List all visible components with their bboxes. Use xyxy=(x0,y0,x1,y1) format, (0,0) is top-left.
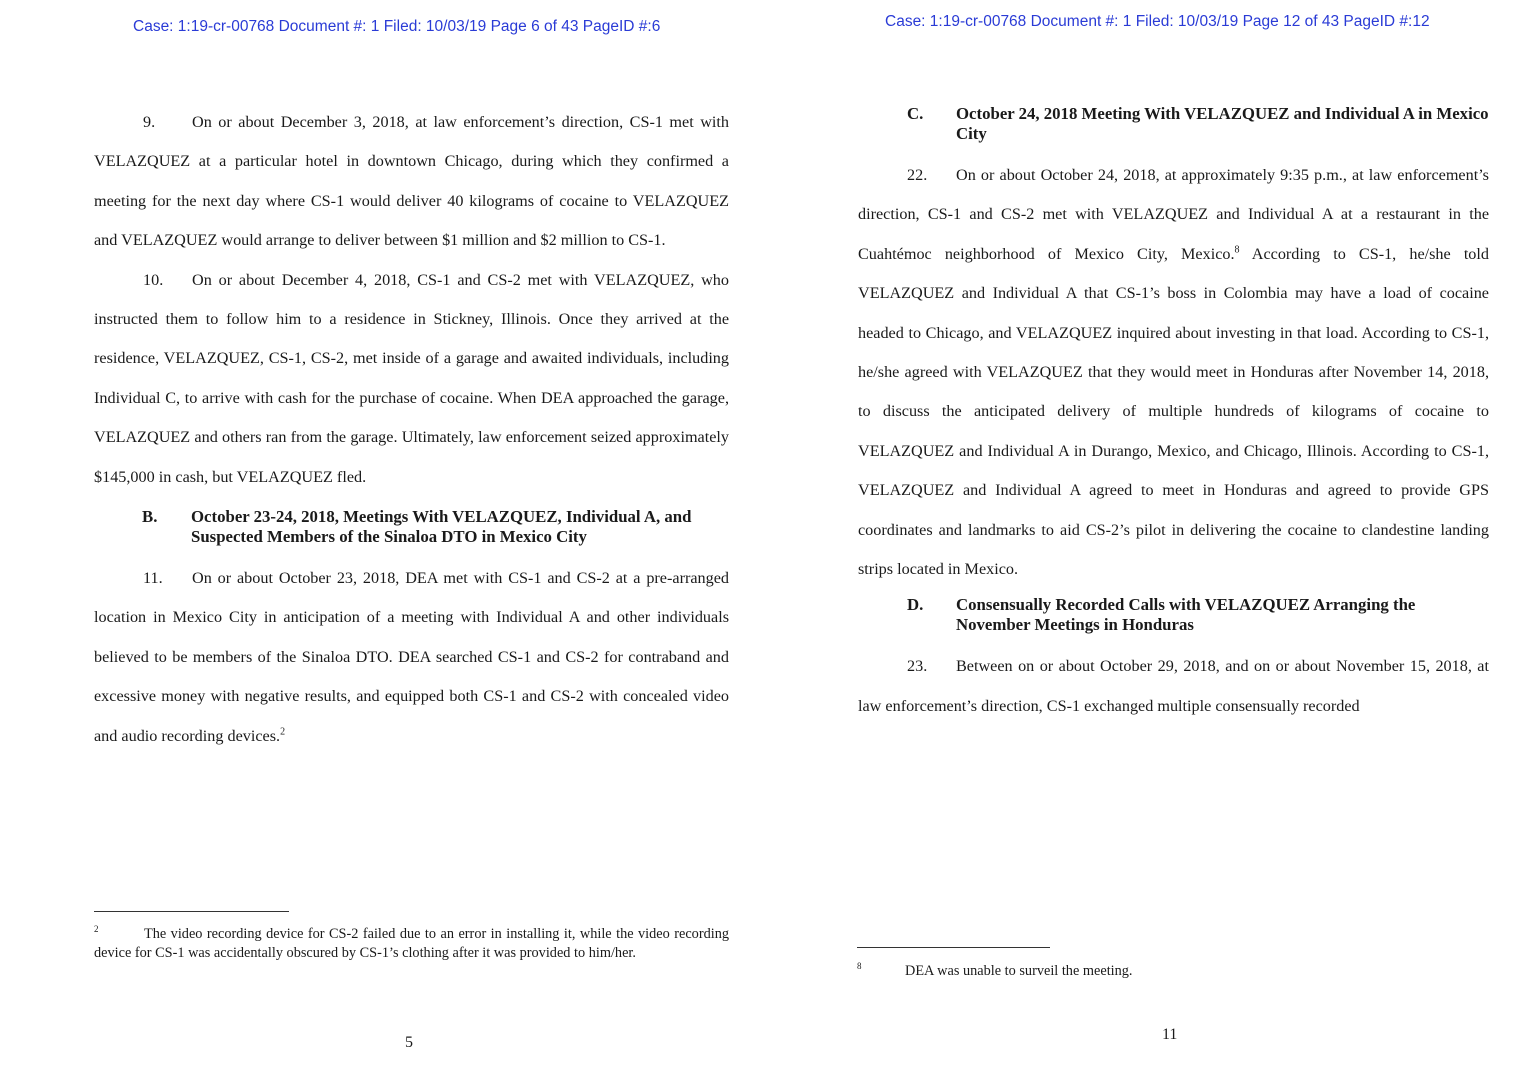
footnote xyxy=(94,920,729,963)
footnote-reference[interactable]: 8 xyxy=(1234,244,1240,256)
right-page xyxy=(765,0,1515,1080)
paragraph-text: On or about October 23, 2018, DEA met with CS-1 and CS-2 at a pre-arranged location in Mexico City in anticipation of a meeting with Individual A and other individuals believed to be members of the Sinaloa DTO. DEA searched CS-1 and CS-2 for contraband and excessive money with negative results, and equipped both CS-1 and CS-2 with concealed video and audio recording devices. xyxy=(94,569,729,745)
paragraph-number: 23. xyxy=(907,657,928,676)
page-number: 5 xyxy=(405,1034,413,1051)
paragraph-text: On or about December 3, 2018, at law enforcement’s direction, CS-1 met with VELAZQUEZ at a particular hotel in downtown Chicago, during which they confirmed a meeting for the next day where CS-1 would deliver 40 kilograms of cocaine to VELAZQUEZ and VELAZQUEZ would arrange to deliver between $1 million and $2 million to CS-1. xyxy=(94,113,729,250)
case-header: Case: 1:19-cr-00768 Document #: 1 Filed: 10/03/19 Page 12 of 43 PageID #:12 xyxy=(885,13,1430,30)
page-number: 11 xyxy=(1162,1026,1178,1043)
section-title: October 23-24, 2018, Meetings With VELAZQUEZ, Individual A, and Suspected Members of the Sinaloa DTO in Mexico City xyxy=(191,507,692,547)
paragraph-9 xyxy=(94,103,729,261)
page-body xyxy=(94,103,729,756)
case-header: Case: 1:19-cr-00768 Document #: 1 Filed: 10/03/19 Page 6 of 43 PageID #:6 xyxy=(133,18,661,35)
footnote xyxy=(857,957,1489,981)
footnote-divider xyxy=(857,947,1050,948)
paragraph-text-continued: According to CS-1, he/she told VELAZQUEZ and Individual A that CS-1’s boss in Colombia may have a load of cocaine headed to Chicago, and VELAZQUEZ inquired about investing in that load. According to CS-1, he/she agreed with VELAZQUEZ that they would meet in Honduras after November 14, 2018, to discuss the anticipated delivery of multiple hundreds of kilograms of cocaine to VELAZQUEZ and Individual A in Durango, Mexico, and Chicago, Illinois. According to CS-1, VELAZQUEZ and Individual A agreed to meet in Honduras and agreed to provide GPS coordinates and landmarks to aid CS-2’s pilot in delivering the cocaine to clandestine landing strips located in Mexico. xyxy=(858,244,1489,579)
page-body xyxy=(858,98,1489,726)
footnote-text: The video recording device for CS-2 failed due to an error in installing it, while the video recording device for CS-1 was accidentally obscured by CS-1’s clothing after it was provided to him/her. xyxy=(94,925,729,961)
footnote-mark: 8 xyxy=(857,961,862,971)
paragraph-number: 22. xyxy=(907,166,928,184)
section-title: October 24, 2018 Meeting With VELAZQUEZ and Individual A in Mexico City xyxy=(956,104,1489,143)
footnote-mark: 2 xyxy=(94,924,99,934)
section-heading-c xyxy=(858,104,1489,144)
paragraph-23 xyxy=(858,647,1489,726)
section-letter: C. xyxy=(907,104,924,123)
footnote-divider xyxy=(94,911,289,912)
paragraph-number: 9. xyxy=(143,113,156,131)
paragraph-text: On or about October 24, 2018, at approximately 9:35 p.m., at law enforcement’s direction, CS-1 and CS-2 met with VELAZQUEZ and Individual A at a restaurant in the Cuahtémoc neighborhood of Mexico City, Mexico. xyxy=(858,166,1489,263)
paragraph-10 xyxy=(94,261,729,497)
paragraph-number: 10. xyxy=(143,270,164,289)
footnote-text: DEA was unable to surveil the meeting. xyxy=(905,962,1133,979)
paragraph-11 xyxy=(94,559,729,756)
section-letter: D. xyxy=(907,595,924,615)
paragraph-22 xyxy=(858,156,1489,589)
section-letter: B. xyxy=(142,507,158,527)
section-heading-b xyxy=(94,507,729,547)
section-heading-d xyxy=(858,595,1489,635)
paragraph-text: On or about December 4, 2018, CS-1 and CS-2 met with VELAZQUEZ, who instructed them to follow him to a residence in Stickney, Illinois. Once they arrived at the residence, VELAZQUEZ, CS-1, CS-2, met inside of a garage and awaited individuals, including Individual C, to arrive with cash for the purchase of cocaine. When DEA approached the garage, VELAZQUEZ and others ran from the garage. Ultimately, law enforcement seized approximately $145,000 in cash, but VELAZQUEZ fled. xyxy=(94,270,729,486)
paragraph-text: Between on or about October 29, 2018, and on or about November 15, 2018, at law enforcement’s direction, CS-1 exchanged multiple consensually recorded xyxy=(858,657,1489,715)
footnote-reference[interactable]: 2 xyxy=(280,726,286,738)
section-title: Consensually Recorded Calls with VELAZQUEZ Arranging the November Meetings in Honduras xyxy=(956,595,1416,635)
paragraph-number: 11. xyxy=(143,569,163,588)
